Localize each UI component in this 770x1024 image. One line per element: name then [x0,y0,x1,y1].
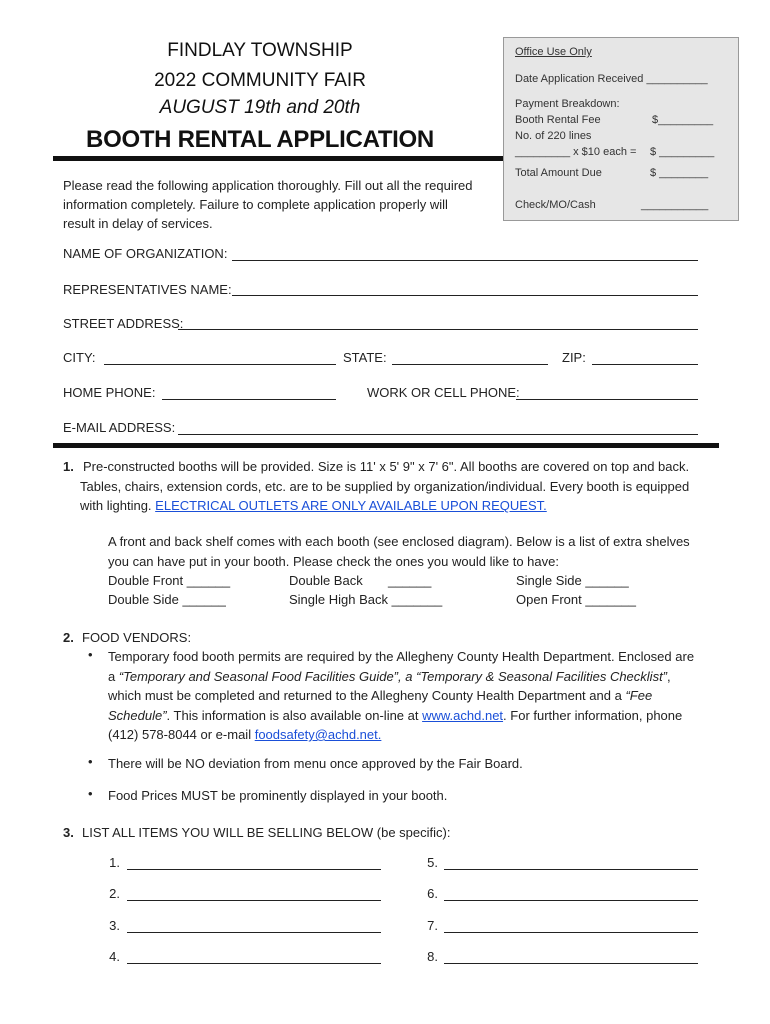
item-input[interactable] [444,963,698,964]
food-permit-post2: . For further information, phone (412) 578-8044 or e-mail [108,707,683,742]
item-number: 3. [109,918,120,933]
shelf-text: A front and back shelf comes with each booth (see enclosed diagram). Below is a list of extra shelves you can have put in your booth. Please check the ones you would like to have: [108,534,690,569]
section2-number: 2. [63,630,74,645]
office-use-box [503,37,739,221]
check-blank[interactable]: ___________ [641,199,709,211]
section-divider [53,443,719,448]
home-phone-label: HOME PHONE: [63,385,156,400]
city-input[interactable] [104,364,336,365]
date-received: Date Application Received __________ [515,73,708,85]
bullet-icon: • [88,647,93,662]
street-input[interactable] [178,329,698,330]
item-input[interactable] [444,900,698,901]
home-phone-input[interactable] [162,399,336,400]
food-guide-title: “Temporary and Seasonal Food Facilities Guide”, a “Temporary & Seasonal Facilities Checklist” [118,668,668,684]
item-number: 8. [427,949,438,964]
fee-schedule-title: “Fee Schedule” [108,688,653,723]
item-number: 4. [109,949,120,964]
item-input[interactable] [127,869,381,870]
foodsafety-email-link[interactable]: foodsafety@achd.net. [254,727,382,742]
food-permit-pre: Temporary food booth permits are required by the Allegheny County Health Department. Enclosed are a [108,649,695,684]
electrical-outlets-link[interactable]: ELECTRICAL OUTLETS ARE ONLY AVAILABLE UPON REQUEST. [155,498,547,513]
food-permit-mid: , which must be completed and returned to the Allegheny County Health Department and a [108,668,671,703]
section2-title: FOOD VENDORS: [82,630,192,645]
total-blank[interactable]: $ ________ [650,167,709,179]
item-number: 5. [427,855,438,870]
food-permit-text [108,647,698,745]
item-number: 2. [109,886,120,901]
section1-number: 1. [63,459,74,474]
header-dates: AUGUST 19th and 20th [159,97,361,118]
state-input[interactable] [392,364,548,365]
page-title: BOOTH RENTAL APPLICATION [86,126,434,153]
org-input[interactable] [232,260,698,261]
item-number: 1. [109,855,120,870]
state-label: STATE: [343,350,387,365]
section1-text: Pre-constructed booths will be provided. Size is 11' x 5' 9" x 7' 6". All booths are covered on top and back. Tables, chairs, extension cords, etc. are to be supplied by organization/individual. Every booth is equipped with lighting. [80,459,690,513]
reps-input[interactable] [232,295,698,296]
item-input[interactable] [127,932,381,933]
org-label: NAME OF ORGANIZATION: [63,246,228,261]
per-line-blank[interactable]: $ _________ [650,146,715,158]
email-input[interactable] [178,434,698,435]
shelf-open-front[interactable]: Open Front _______ [516,592,636,607]
item-number: 7. [427,918,438,933]
zip-input[interactable] [592,364,698,365]
food-permit-post: . This information is also available on-line at [166,707,423,723]
email-label: E-MAIL ADDRESS: [63,420,176,435]
item-input[interactable] [444,932,698,933]
num-220-lines: No. of 220 lines [515,130,592,142]
section1-body [80,457,692,516]
item-input[interactable] [127,900,381,901]
title-underline [53,156,518,161]
item-number: 6. [427,886,438,901]
bullet-icon: • [88,754,93,769]
shelf-single-high-back[interactable]: Single High Back _______ [289,592,443,607]
shelf-double-front[interactable]: Double Front ______ [108,573,231,588]
work-phone-label: WORK OR CELL PHONE: [367,385,520,400]
menu-deviation-text: There will be NO deviation from menu once approved by the Fair Board. [108,756,523,771]
intro-text: Please read the following application thoroughly. Fill out all the required information completely. Failure to complete application properly will result in delay of services. [63,178,473,231]
check-mo-cash: Check/MO/Cash [515,199,596,211]
section3-title: LIST ALL ITEMS YOU WILL BE SELLING BELOW (be specific): [82,825,451,840]
item-input[interactable] [444,869,698,870]
total-amount-due: Total Amount Due [515,167,602,179]
booth-rental-fee: Booth Rental Fee [515,114,601,126]
shelf-double-back[interactable]: Double Back ______ [289,573,432,588]
shelf-double-side[interactable]: Double Side ______ [108,592,226,607]
item-input[interactable] [127,963,381,964]
booth-rental-fee-blank[interactable]: $_________ [652,114,714,126]
header-fair: 2022 COMMUNITY FAIR [154,70,366,91]
food-prices-text: Food Prices MUST be prominently displayed in your booth. [108,788,448,803]
city-label: CITY: [63,350,96,365]
shelf-single-side[interactable]: Single Side ______ [516,573,629,588]
header-township: FINDLAY TOWNSHIP [167,40,353,61]
per-line-calc[interactable]: _________ x $10 each = [515,146,637,158]
zip-label: ZIP: [562,350,586,365]
street-label: STREET ADDRESS: [63,316,184,331]
office-use-title: Office Use Only [515,46,592,58]
work-phone-input[interactable] [516,399,698,400]
reps-label: REPRESENTATIVES NAME: [63,282,232,297]
payment-breakdown: Payment Breakdown: [515,98,620,110]
bullet-icon: • [88,786,93,801]
section3-number: 3. [63,825,74,840]
achd-link[interactable]: www.achd.net [422,707,504,723]
